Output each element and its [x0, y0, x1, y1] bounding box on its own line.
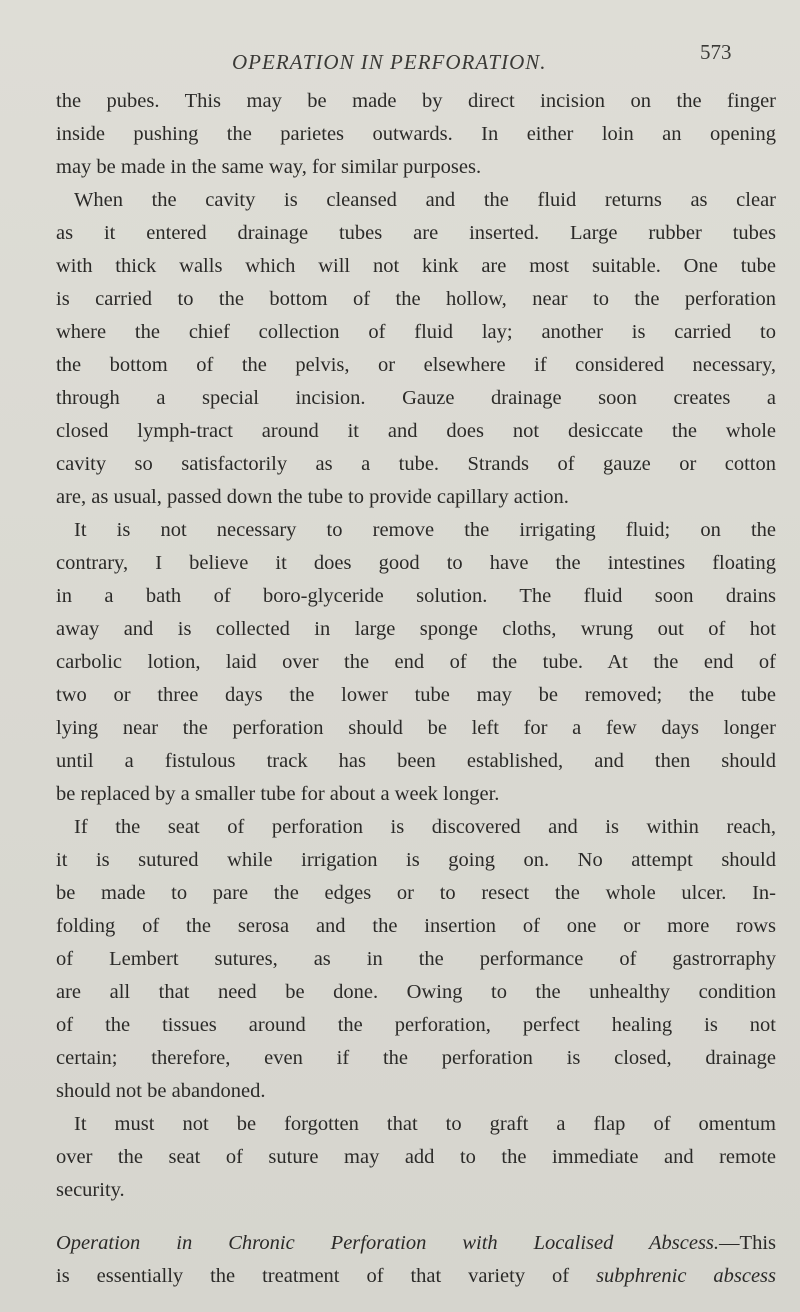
text-line: may be made in the same way, for similar purposes.: [56, 156, 482, 178]
text-line: are, as usual, passed down the tube to provide capillary action.: [56, 486, 569, 508]
text-line: If the seat of perforation is discovered and is within reach,: [74, 816, 776, 838]
section-paragraph: [56, 1227, 776, 1293]
text-line: It is not necessary to remove the irrigating fluid; on the: [74, 519, 776, 541]
text-line: should not be abandoned.: [56, 1080, 266, 1102]
running-header: [0, 40, 800, 82]
text-line: of the tissues around the perforation, perfect healing is not: [56, 1014, 776, 1036]
paragraph: [56, 85, 776, 184]
paragraph: [56, 811, 776, 1108]
text-line: as it entered drainage tubes are inserted. Large rubber tubes: [56, 222, 776, 244]
text-run: is essentially the treatment of that variety of: [56, 1265, 597, 1287]
text-line: security.: [56, 1179, 125, 1201]
text-line: are all that need be done. Owing to the unhealthy condition: [56, 981, 776, 1003]
text-line: folding of the serosa and the insertion of one or more rows: [56, 915, 776, 937]
text-line: It must not be forgotten that to graft a flap of omentum: [74, 1113, 776, 1135]
text-line: carbolic lotion, laid over the end of the tube. At the end of: [56, 651, 776, 673]
section-heading-line: [56, 1227, 776, 1260]
text-line: of Lembert sutures, as in the performance of gastrorraphy: [56, 948, 776, 970]
text-line: over the seat of suture may add to the immediate and remote: [56, 1146, 776, 1168]
section-heading-tail: —This: [719, 1232, 776, 1254]
running-title: OPERATION IN PERFORATION.: [232, 50, 547, 74]
paragraph: [56, 514, 776, 811]
text-line: two or three days the lower tube may be removed; the tube: [56, 684, 776, 706]
paragraph: [56, 1108, 776, 1207]
text-line: closed lymph-tract around it and does not desiccate the whole: [56, 420, 776, 442]
text-line: in a bath of boro-glyceride solution. The fluid soon drains: [56, 585, 776, 607]
text-line: away and is collected in large sponge cloths, wrung out of hot: [56, 618, 776, 640]
text-line: [56, 1260, 776, 1293]
section-heading: Operation in Chronic Perforation with Localised Abscess.: [56, 1232, 720, 1254]
text-line: until a fistulous track has been established, and then should: [56, 750, 776, 772]
text-line: the pubes. This may be made by direct incision on the finger: [56, 90, 776, 112]
italic-term: subphrenic abscess: [596, 1265, 776, 1287]
text-line: be made to pare the edges or to resect the whole ulcer. In-: [56, 882, 776, 904]
text-line: through a special incision. Gauze drainage soon creates a: [56, 387, 776, 409]
text-line: certain; therefore, even if the perforation is closed, drainage: [56, 1047, 776, 1069]
text-line: is carried to the bottom of the hollow, near to the perforation: [56, 288, 776, 310]
text-line: where the chief collection of fluid lay; another is carried to: [56, 321, 776, 343]
text-line: cavity so satisfactorily as a tube. Strands of gauze or cotton: [56, 453, 776, 475]
text-line: When the cavity is cleansed and the fluid returns as clear: [74, 189, 776, 211]
text-line: it is sutured while irrigation is going on. No attempt should: [56, 849, 776, 871]
text-line: be replaced by a smaller tube for about a week longer.: [56, 783, 500, 805]
paragraph-gap: [56, 1207, 776, 1227]
paragraph: [56, 184, 776, 514]
text-line: inside pushing the parietes outwards. In either loin an opening: [56, 123, 776, 145]
text-line: lying near the perforation should be left for a few days longer: [56, 717, 776, 739]
text-line: the bottom of the pelvis, or elsewhere if considered necessary,: [56, 354, 776, 376]
body-text: [56, 85, 776, 1293]
page-number: 573: [700, 40, 732, 64]
text-line: contrary, I believe it does good to have the intestines floating: [56, 552, 776, 574]
text-line: with thick walls which will not kink are most suitable. One tube: [56, 255, 776, 277]
